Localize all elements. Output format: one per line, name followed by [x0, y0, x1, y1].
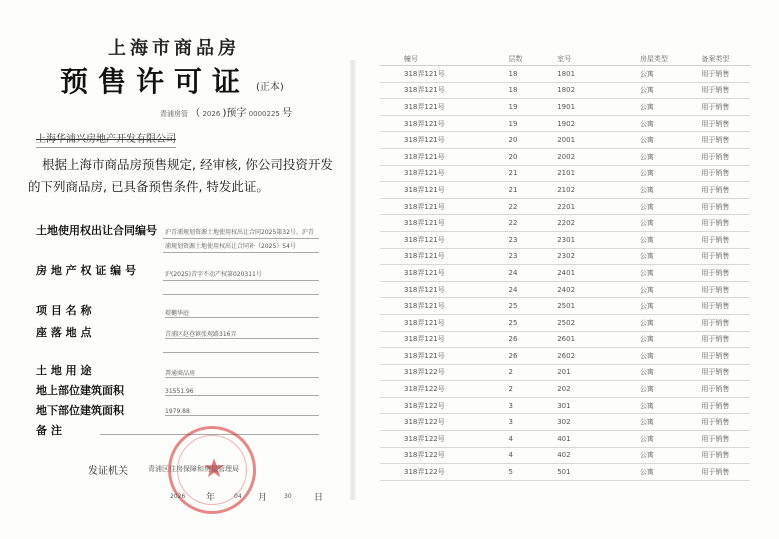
cell-house-type: 公寓 [640, 381, 702, 398]
cell-house-type: 公寓 [640, 364, 702, 381]
cell-floor: 23 [509, 248, 558, 265]
cell-filing-type: 用于销售 [701, 66, 750, 83]
header-filing-type: 备案类型 [701, 52, 750, 66]
cell-filing-type: 用于销售 [701, 165, 750, 182]
cell-room: 2301 [557, 231, 640, 248]
field-location-label: 座 落 地 点 [36, 326, 92, 339]
table-row [380, 66, 750, 83]
cell-building: 318弄121号 [380, 115, 509, 132]
cell-filing-type: 用于销售 [701, 148, 750, 165]
cell-building: 318弄121号 [380, 248, 509, 265]
cell-filing-type: 用于销售 [701, 198, 750, 215]
cell-room: 1902 [557, 115, 640, 132]
field-remarks-label: 备 注 [36, 424, 62, 437]
cell-building: 318弄121号 [380, 99, 509, 116]
cell-filing-type: 用于销售 [701, 414, 750, 431]
cell-floor: 22 [509, 215, 558, 232]
issue-day: 30 [284, 493, 292, 500]
field-title-deed-line-2 [163, 294, 319, 295]
certificate-statement: 根据上海市商品房预售规定, 经审核, 你公司投资开发的下列商品房, 已具备预售条件, 特发此证。 [28, 157, 333, 194]
cell-house-type: 公寓 [640, 148, 702, 165]
cell-building: 318弄122号 [380, 431, 509, 448]
cell-room: 2102 [557, 182, 640, 199]
cell-room: 301 [557, 397, 640, 414]
cell-room: 2201 [557, 198, 640, 215]
cell-room: 1802 [557, 82, 640, 99]
field-title-deed-value: 沪(2025)青字不动产权第020311号 [165, 271, 262, 278]
table-row [380, 431, 750, 448]
cell-building: 318弄121号 [380, 66, 509, 83]
cell-room: 2602 [557, 348, 640, 365]
field-contract-value: 沪青浦规划资源土地使用权出让合同2025第32号、沪青浦规划资源土地使用权出让合同补（2025）54号 [165, 229, 314, 250]
table-row [380, 198, 750, 215]
field-location-line-2 [163, 352, 319, 353]
cell-filing-type: 用于销售 [701, 464, 750, 481]
certificate-left-panel [0, 0, 350, 539]
cell-room: 1801 [557, 66, 640, 83]
table-row [380, 281, 750, 298]
cell-filing-type: 用于销售 [701, 265, 750, 282]
cell-filing-type: 用于销售 [701, 298, 750, 315]
permit-year: 2026 [202, 110, 221, 118]
cell-building: 318弄122号 [380, 464, 509, 481]
issue-year: 2026 [170, 493, 186, 500]
cell-house-type: 公寓 [640, 132, 702, 149]
cell-room: 2002 [557, 148, 640, 165]
company-name: 上海华浦兴房地产开发有限公司 [36, 130, 176, 148]
cell-floor: 18 [509, 82, 558, 99]
cell-room: 1901 [557, 99, 640, 116]
cell-building: 318弄121号 [380, 215, 509, 232]
cell-house-type: 公寓 [640, 115, 702, 132]
cell-building: 318弄122号 [380, 397, 509, 414]
units-table-header [380, 52, 750, 66]
cell-house-type: 公寓 [640, 397, 702, 414]
table-row [380, 381, 750, 398]
cell-room: 2101 [557, 165, 640, 182]
cell-house-type: 公寓 [640, 431, 702, 448]
units-table-body [380, 66, 750, 481]
cell-house-type: 公寓 [640, 447, 702, 464]
cell-room: 401 [557, 431, 640, 448]
cell-floor: 26 [509, 348, 558, 365]
cell-building: 318弄121号 [380, 82, 509, 99]
cell-floor: 18 [509, 66, 558, 83]
cell-house-type: 公寓 [640, 281, 702, 298]
cell-floor: 4 [509, 431, 558, 448]
cell-filing-type: 用于销售 [701, 348, 750, 365]
cell-room: 2601 [557, 331, 640, 348]
cell-floor: 21 [509, 165, 558, 182]
field-contract-label: 土地使用权出让合同编号 [36, 224, 157, 237]
cell-house-type: 公寓 [640, 99, 702, 116]
field-above-ground-value: 31551.96 [165, 388, 319, 396]
cell-building: 318弄121号 [380, 348, 509, 365]
cell-floor: 24 [509, 265, 558, 282]
cell-floor: 3 [509, 397, 558, 414]
cell-room: 501 [557, 464, 640, 481]
cell-filing-type: 用于销售 [701, 381, 750, 398]
cell-floor: 19 [509, 115, 558, 132]
cell-room: 202 [557, 381, 640, 398]
issue-month-unit: 月 [258, 493, 268, 503]
cell-floor: 23 [509, 231, 558, 248]
cell-room: 2202 [557, 215, 640, 232]
cell-room: 2502 [557, 314, 640, 331]
field-land-use-label: 土 地 用 途 [36, 364, 92, 377]
cell-floor: 19 [509, 99, 558, 116]
issue-month: 04 [234, 493, 242, 500]
cell-floor: 20 [509, 132, 558, 149]
table-row [380, 414, 750, 431]
cell-house-type: 公寓 [640, 414, 702, 431]
cell-filing-type: 用于销售 [701, 314, 750, 331]
star-icon: ★ [202, 454, 226, 484]
permit-serial: 0000225 [248, 110, 280, 118]
cell-building: 318弄122号 [380, 381, 509, 398]
table-row [380, 348, 750, 365]
cell-house-type: 公寓 [640, 198, 702, 215]
cell-filing-type: 用于销售 [701, 397, 750, 414]
cell-house-type: 公寓 [640, 314, 702, 331]
table-row [380, 231, 750, 248]
page-fold [350, 60, 356, 500]
cell-building: 318弄121号 [380, 265, 509, 282]
cell-floor: 2 [509, 364, 558, 381]
cell-house-type: 公寓 [640, 348, 702, 365]
cell-building: 318弄121号 [380, 148, 509, 165]
cell-filing-type: 用于销售 [701, 132, 750, 149]
field-title-deed-label: 房 地 产 权 证 编 号 [36, 264, 136, 277]
table-row [380, 115, 750, 132]
field-contract-line-2 [163, 252, 319, 253]
cell-filing-type: 用于销售 [701, 431, 750, 448]
cell-building: 318弄121号 [380, 165, 509, 182]
cell-house-type: 公寓 [640, 331, 702, 348]
cell-floor: 26 [509, 331, 558, 348]
cell-filing-type: 用于销售 [701, 281, 750, 298]
permit-prefix: 青浦房管 [160, 110, 188, 118]
cell-filing-type: 用于销售 [701, 182, 750, 199]
field-below-ground-value: 1979.88 [165, 408, 319, 416]
cell-house-type: 公寓 [640, 215, 702, 232]
cell-building: 318弄121号 [380, 281, 509, 298]
cell-house-type: 公寓 [640, 248, 702, 265]
header-room: 室号 [557, 52, 640, 66]
cell-floor: 20 [509, 148, 558, 165]
cell-house-type: 公寓 [640, 182, 702, 199]
cell-house-type: 公寓 [640, 464, 702, 481]
field-below-ground-label: 地下部位建筑面积 [36, 404, 124, 417]
table-row [380, 82, 750, 99]
cell-house-type: 公寓 [640, 165, 702, 182]
cell-floor: 25 [509, 314, 558, 331]
cell-filing-type: 用于销售 [701, 82, 750, 99]
cell-room: 2001 [557, 132, 640, 149]
field-land-use-value: 普通商品房 [165, 368, 319, 378]
table-row [380, 248, 750, 265]
cell-floor: 22 [509, 198, 558, 215]
cell-house-type: 公寓 [640, 265, 702, 282]
cell-building: 318弄121号 [380, 132, 509, 149]
table-row [380, 182, 750, 199]
table-row [380, 265, 750, 282]
cell-floor: 24 [509, 281, 558, 298]
issuer-label: 发证机关 [88, 466, 128, 477]
cell-room: 2302 [557, 248, 640, 265]
permit-mid: )预字 [222, 108, 247, 119]
certificate-title: 预售许可证 [60, 65, 251, 98]
cell-floor: 4 [509, 447, 558, 464]
cell-building: 318弄121号 [380, 231, 509, 248]
issuer-name: 青浦区住房保障和房屋管理局 [148, 465, 239, 473]
field-project-label: 项 目 名 称 [36, 304, 92, 317]
table-row [380, 314, 750, 331]
cell-house-type: 公寓 [640, 231, 702, 248]
table-row [380, 464, 750, 481]
cell-building: 318弄121号 [380, 182, 509, 199]
cell-room: 2401 [557, 265, 640, 282]
cell-floor: 25 [509, 298, 558, 315]
table-row [380, 215, 750, 232]
cell-building: 318弄122号 [380, 414, 509, 431]
cell-filing-type: 用于销售 [701, 248, 750, 265]
cell-filing-type: 用于销售 [701, 364, 750, 381]
cell-filing-type: 用于销售 [701, 215, 750, 232]
issue-year-unit: 年 [206, 493, 216, 503]
table-row [380, 298, 750, 315]
table-row [380, 447, 750, 464]
cell-building: 318弄122号 [380, 447, 509, 464]
header-house-type: 房屋类型 [640, 52, 702, 66]
cell-filing-type: 用于销售 [701, 331, 750, 348]
cell-floor: 5 [509, 464, 558, 481]
field-above-ground-label: 地上部位建筑面积 [36, 384, 124, 397]
table-row [380, 397, 750, 414]
cell-room: 302 [557, 414, 640, 431]
cell-house-type: 公寓 [640, 66, 702, 83]
cell-floor: 3 [509, 414, 558, 431]
field-title-deed-line [163, 280, 319, 281]
field-project-value: 璟樾华庭 [165, 308, 319, 318]
cell-filing-type: 用于销售 [701, 115, 750, 132]
cell-building: 318弄121号 [380, 314, 509, 331]
cell-filing-type: 用于销售 [701, 99, 750, 116]
cell-room: 201 [557, 364, 640, 381]
cell-room: 402 [557, 447, 640, 464]
cell-floor: 21 [509, 182, 558, 199]
table-row [380, 331, 750, 348]
permit-number: 青浦房管 （ 2026 )预字 0000225 号 [160, 108, 293, 119]
certificate-header: 上海市商品房 [108, 38, 240, 59]
table-row [380, 99, 750, 116]
cell-filing-type: 用于销售 [701, 447, 750, 464]
certificate-title-note: (正本) [256, 82, 284, 93]
table-row [380, 148, 750, 165]
units-table [380, 52, 750, 481]
table-row [380, 132, 750, 149]
field-contract-line [163, 238, 319, 239]
cell-building: 318弄122号 [380, 364, 509, 381]
units-table-panel [380, 52, 750, 492]
field-location-value: 青浦区赵巷镇张观路316弄 [165, 329, 319, 339]
cell-filing-type: 用于销售 [701, 231, 750, 248]
cell-house-type: 公寓 [640, 82, 702, 99]
table-row [380, 364, 750, 381]
cell-building: 318弄121号 [380, 331, 509, 348]
cell-house-type: 公寓 [640, 298, 702, 315]
cell-room: 2402 [557, 281, 640, 298]
issue-day-unit: 日 [314, 493, 324, 503]
cell-building: 318弄121号 [380, 198, 509, 215]
header-floors: 层数 [509, 52, 558, 66]
permit-suffix: 号 [282, 108, 293, 119]
header-building: 幢号 [380, 52, 509, 66]
cell-room: 2501 [557, 298, 640, 315]
cell-floor: 2 [509, 381, 558, 398]
cell-building: 318弄121号 [380, 298, 509, 315]
table-row [380, 165, 750, 182]
